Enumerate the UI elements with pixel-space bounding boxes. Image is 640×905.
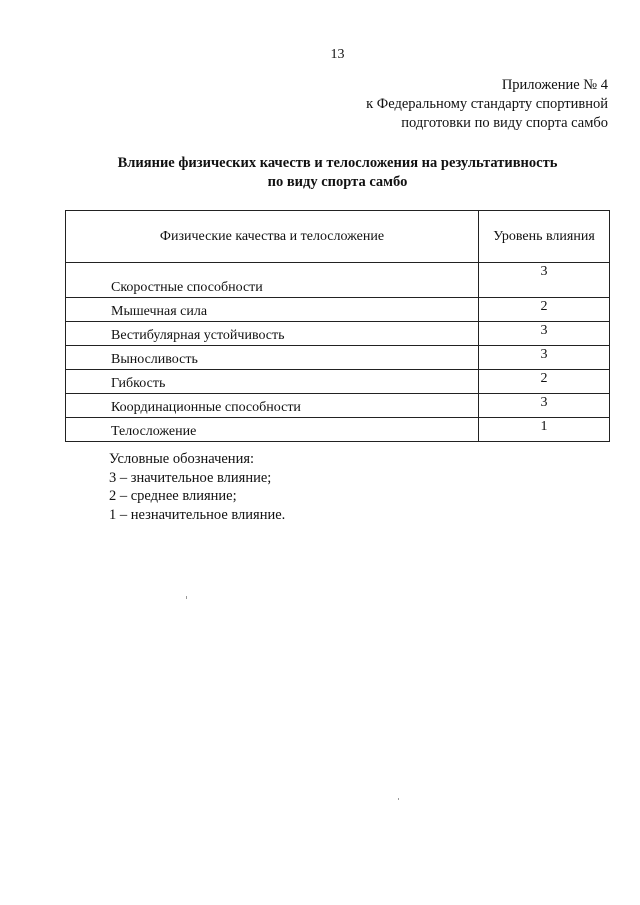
scan-speck [398,798,399,800]
quality-cell: Мышечная сила [66,298,479,322]
level-cell: 2 [479,298,610,322]
legend-item: 1 – незначительное влияние. [109,506,286,523]
header-level: Уровень влияния [479,211,610,263]
level-cell: 3 [479,263,610,298]
legend [109,450,285,524]
table-row [66,394,610,418]
quality-cell: Вестибулярная устойчивость [66,322,479,346]
level-cell: 2 [479,370,610,394]
page-number: 13 [330,47,345,62]
appendix-line-3: подготовки по виду спорта самбо [401,115,608,131]
quality-cell: Координационные способности [66,394,479,418]
title-line-2: по виду спорта самбо [267,174,408,190]
table-header-row [66,211,610,263]
table-row [66,370,610,394]
legend-item: 3 – значительное влияние; [109,469,272,486]
legend-item: 2 – среднее влияние; [109,488,237,504]
appendix-line-2: к Федеральному стандарту спортивной [366,96,608,112]
quality-cell: Телосложение [66,418,479,442]
level-cell: 3 [479,322,610,346]
quality-cell: Выносливость [66,346,479,370]
quality-cell: Скоростные способности [66,263,479,298]
appendix-reference [366,76,608,133]
quality-cell: Гибкость [66,370,479,394]
document-title [0,154,640,192]
legend-heading: Условные обозначения: [109,451,255,467]
title-line-1: Влияние физических качеств и телосложения на результативность [117,155,558,171]
header-quality: Физические качества и телосложение [66,211,479,263]
influence-table [65,210,610,442]
level-cell: 3 [479,346,610,370]
appendix-line-1: Приложение № 4 [501,77,608,93]
table-row [66,298,610,322]
table-row [66,346,610,370]
table-row [66,418,610,442]
scan-speck [186,596,187,599]
level-cell: 1 [479,418,610,442]
table-row [66,263,610,298]
level-cell: 3 [479,394,610,418]
table-row [66,322,610,346]
